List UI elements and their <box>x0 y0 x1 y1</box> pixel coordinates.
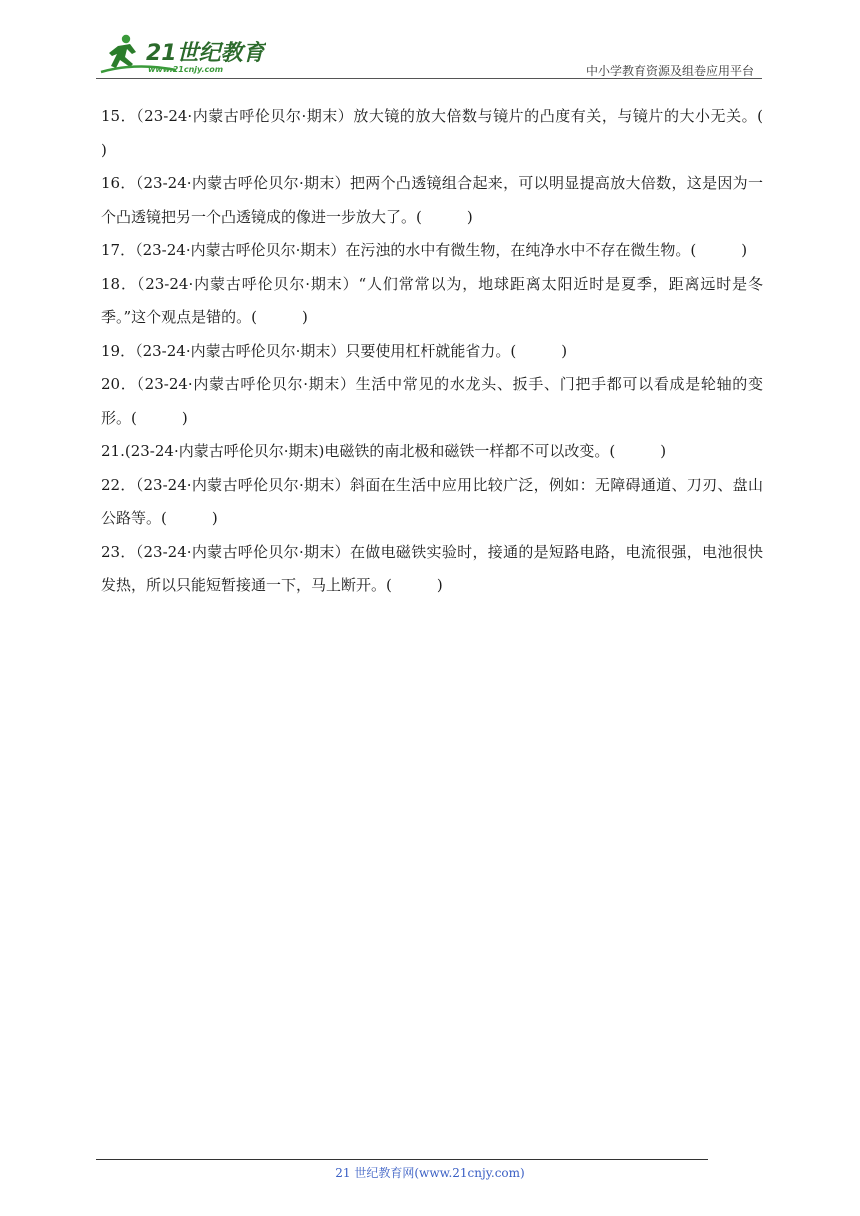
question-list <box>101 100 809 603</box>
question-21: 21.(23-24·内蒙古呼伦贝尔·期末)电磁铁的南北极和磁铁一样都不可以改变。( ) <box>101 442 667 460</box>
footer-divider <box>96 1159 708 1160</box>
question-16: 16．（23-24·内蒙古呼伦贝尔·期末）把两个凸透镜组合起来，可以明显提高放大倍数，这是因为一个凸透镜把另一个凸透镜成的像进一步放大了。( ) <box>101 174 763 226</box>
page-header <box>96 32 762 80</box>
question-18: 18．（23-24·内蒙古呼伦贝尔·期末）“人们常常以为，地球距离太阳近时是夏季，距离远时是冬季。”这个观点是错的。( ) <box>101 274 763 326</box>
question-15: 15．（23-24·内蒙古呼伦贝尔·期末）放大镜的放大倍数与镜片的凸度有关，与镜片的大小无关。( ) <box>101 107 809 159</box>
header-divider <box>96 78 762 79</box>
question-23: 23．（23-24·内蒙古呼伦贝尔·期末）在做电磁铁实验时，接通的是短路电路，电流很强，电池很快发热，所以只能短暂接通一下，马上断开。( ) <box>101 542 763 594</box>
site-logo <box>96 32 266 76</box>
svg-text:21世纪教育: 21世纪教育 <box>146 41 265 66</box>
question-17: 17．（23-24·内蒙古呼伦贝尔·期末）在污浊的水中有微生物，在纯净水中不存在微生物。( ) <box>101 241 748 259</box>
header-tagline: 中小学教育资源及组卷应用平台 <box>585 64 754 78</box>
question-22: 22．（23-24·内蒙古呼伦贝尔·期末）斜面在生活中应用比较广泛，例如：无障碍通道、刀刃、盘山公路等。( ) <box>101 475 763 527</box>
svg-text:www.21cnjy.com: www.21cnjy.com <box>148 65 224 74</box>
question-19: 19．（23-24·内蒙古呼伦贝尔·期末）只要使用杠杆就能省力。( ) <box>101 341 568 360</box>
footer-link[interactable]: 21 世纪教育网(www.21cnjy.com) <box>335 1166 525 1180</box>
question-20: 20．（23-24·内蒙古呼伦贝尔·期末）生活中常见的水龙头、扳手、门把手都可以看成是轮轴的变形。( ) <box>101 375 763 427</box>
